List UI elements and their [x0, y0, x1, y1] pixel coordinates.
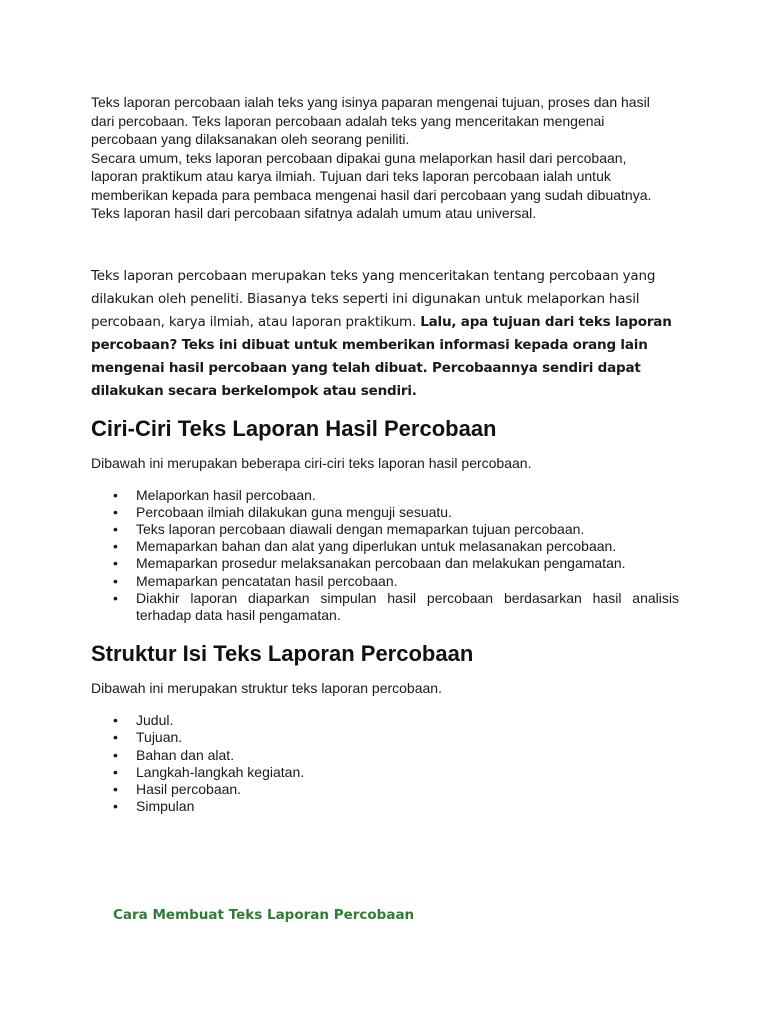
bullet-icon: • [113, 712, 118, 729]
intro-line: memberikan kepada para pembaca mengenai hasil dari percobaan yang sudah dibuatnya. [91, 186, 652, 203]
list-item-text: Melaporkan hasil percobaan. [136, 486, 316, 503]
document-page [91, 93, 679, 815]
ciri-list-item [113, 503, 679, 521]
bullet-icon: • [113, 520, 118, 537]
list-item-text: Hasil percobaan. [136, 780, 242, 797]
list-item-text: Langkah-langkah kegiatan. [136, 763, 305, 780]
second-paragraph-normal: Teks laporan percobaan merupakan teks yang menceritakan tentang percobaan yang dilakukan oleh peneliti. Biasanya teks seperti ini digunakan untuk melaporkan hasil percobaan, karya ilmiah, atau laporan praktikum. [91, 267, 656, 330]
list-item-text: Memaparkan prosedur melaksanakan percobaan dan melakukan pengamatan. [136, 555, 626, 572]
ciri-list-item [113, 589, 679, 624]
struktur-list-item [113, 712, 679, 729]
intro-line: dari percobaan. Teks laporan percobaan adalah teks yang menceritakan mengenai [91, 112, 605, 129]
struktur-list-item [113, 780, 679, 798]
bullet-icon: • [113, 746, 118, 763]
struktur-list-item [113, 798, 679, 815]
struktur-heading: Struktur Isi Teks Laporan Percobaan [91, 641, 474, 667]
intro-line: Secara umum, teks laporan percobaan dipakai guna melaporkan hasil dari percobaan, [91, 149, 627, 166]
struktur-list [91, 712, 679, 815]
ciri-list-item [113, 555, 679, 572]
bullet-icon: • [113, 555, 118, 572]
list-item-text: Simpulan [136, 798, 195, 815]
list-item-text: Tujuan. [136, 729, 183, 746]
intro-paragraph [91, 93, 679, 223]
intro-line: Teks laporan hasil dari percobaan sifatnya adalah umum atau universal. [91, 205, 537, 221]
ciri-heading: Ciri-Ciri Teks Laporan Hasil Percobaan [91, 415, 497, 441]
bullet-icon: • [113, 729, 118, 746]
bullet-icon: • [113, 486, 118, 503]
list-item-text: Bahan dan alat. [136, 746, 235, 763]
struktur-list-item [113, 729, 679, 746]
list-item-text: Memaparkan pencatatan hasil percobaan. [136, 572, 398, 589]
ciri-list-item [113, 486, 679, 504]
intro-line: laporan praktikum atau karya ilmiah. Tujuan dari teks laporan percobaan ialah untuk [91, 168, 611, 184]
ciri-list-item [113, 538, 679, 555]
ciri-list-item [113, 572, 679, 590]
list-item-text: Judul. [136, 712, 174, 729]
bullet-icon: • [113, 780, 118, 797]
struktur-intro: Dibawah ini merupakan struktur teks laporan percobaan. [91, 680, 442, 697]
bullet-icon: • [113, 538, 118, 555]
ciri-list-item [113, 520, 679, 538]
list-item-text: Memaparkan bahan dan alat yang diperlukan untuk melasanakan percobaan. [136, 538, 617, 555]
list-item-text: Percobaan ilmiah dilakukan guna menguji sesuatu. [136, 503, 452, 520]
bullet-icon: • [113, 798, 118, 815]
ciri-intro: Dibawah ini merupakan beberapa ciri-ciri teks laporan hasil percobaan. [91, 454, 532, 471]
struktur-list-item [113, 763, 679, 781]
ciri-list [91, 487, 679, 625]
intro-line: Teks laporan percobaan ialah teks yang isinya paparan mengenai tujuan, proses dan hasil [91, 94, 650, 110]
bullet-icon: • [113, 572, 118, 589]
intro-line: percobaan yang dilaksanakan oleh seorang peniliti. [91, 131, 410, 147]
struktur-list-item [113, 746, 679, 764]
cara-heading: Cara Membuat Teks Laporan Percobaan [113, 907, 415, 923]
bullet-icon: • [113, 503, 118, 520]
list-item-text: Teks laporan percobaan diawali dengan memaparkan tujuan percobaan. [136, 520, 585, 537]
list-item-text: Diakhir laporan diaparkan simpulan hasil percobaan berdasarkan hasil analisis terhadap data hasil pengamatan. [136, 589, 679, 623]
second-paragraph [91, 265, 679, 403]
bullet-icon: • [113, 589, 118, 606]
second-paragraph-bold: Lalu, apa tujuan dari teks laporan percobaan? Teks ini dibuat untuk memberikan informasi kepada orang lain mengenai hasil percobaan yang telah dibuat. Percobaannya sendiri dapat dilakukan secara berkelompok atau sendiri. [91, 313, 672, 399]
bullet-icon: • [113, 763, 118, 780]
